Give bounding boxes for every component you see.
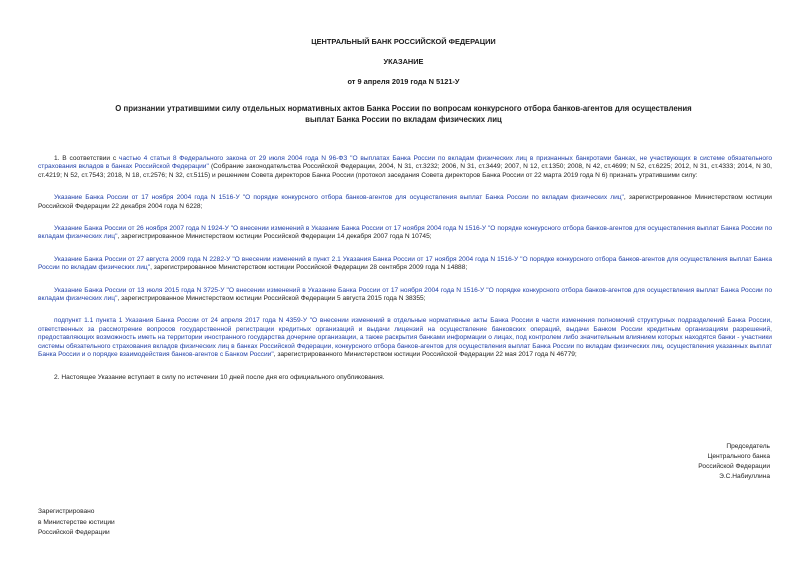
paragraph-2-suffix: , зарегистрированное Министерством юстиции Российской Федерации 22 декабря 2004 года N 6228; [38, 194, 772, 210]
registration-line-2: в Министерстве юстиции [38, 518, 115, 526]
paragraph-7: 2. Настоящее Указание вступает в силу по истечении 10 дней после дня его официального опубликования. [54, 373, 385, 381]
paragraph-4 [38, 256, 772, 273]
document-body [38, 155, 772, 382]
act-link-1924u[interactable]: Указание Банка России от 26 ноября 2007 года N 1924-У "О внесении изменений в Указание Банка России от 17 ноября 2004 года N 1516-У "О порядке конкурсного отбора банков-агентов для осуществления выплат Банка России по вкладам физических лиц" [38, 225, 772, 241]
signature-line-1: Председатель [726, 443, 770, 450]
paragraph-3-suffix: , зарегистрированное Министерством юстиции Российской Федерации 14 декабря 2007 года N 10745; [117, 233, 432, 241]
paragraph-2 [38, 194, 772, 211]
paragraph-1-prefix: 1. В соответствии с [54, 155, 120, 162]
document-date-number: от 9 апреля 2019 года N 5121-У [347, 77, 460, 86]
act-link-1516u[interactable]: Указание Банка России от 17 ноября 2004 года N 1516-У "О порядке конкурсного отбора банков-агентов для осуществления выплат Банка России по вкладам физических лиц" [54, 194, 624, 202]
registration-block [38, 507, 238, 539]
paragraph-1 [38, 155, 772, 180]
law-link[interactable]: частью 4 статьи 8 Федерального закона от 29 июля 2004 года N 96-ФЗ "О выплатах Банка России по вкладам физических лиц в признанных банкротами банках, не участвующих в системе обязательного страхования вкладов в банках Российской Федерации" [38, 155, 772, 171]
paragraph-4-suffix: , зарегистрированное Министерством юстиции Российской Федерации 28 сентября 2009 года N 14888; [150, 264, 468, 272]
paragraph-3 [38, 225, 772, 242]
act-link-2282u[interactable]: Указание Банка России от 27 августа 2009 года N 2282-У "О внесении изменений в пункт 2.1 Указания Банка России от 17 ноября 2004 года N 1516-У "О порядке конкурсного отбора банков-агентов для осуществления выплат Банка России по вкладам физических лиц" [38, 255, 772, 272]
paragraph-6 [38, 317, 772, 359]
issuer-heading: ЦЕНТРАЛЬНЫЙ БАНК РОССИЙСКОЙ ФЕДЕРАЦИИ [311, 37, 496, 46]
registration-line-3: Российской Федерации [38, 529, 110, 536]
signature-line-2: Центрального банка [707, 453, 770, 460]
registration-line-1: Зарегистрировано [38, 508, 95, 515]
paragraph-5-suffix: , зарегистрированное Министерством юстиции Российской Федерации 5 августа 2015 года N 38355; [117, 295, 426, 303]
signature-name: Э.С.Набиуллина [719, 473, 770, 480]
paragraph-6-suffix: , зарегистрированного Министерством юстиции Российской Федерации 22 мая 2017 года N 46779; [273, 351, 577, 359]
paragraph-5 [38, 287, 772, 304]
document-type: УКАЗАНИЕ [383, 57, 424, 66]
act-link-3725u[interactable]: Указание Банка России от 13 июля 2015 года N 3725-У "О внесении изменений в Указание Банка России от 17 ноября 2004 года N 1516-У "О порядке конкурсного отбора банков-агентов для осуществления выплат Банка России по вкладам физических лиц" [38, 286, 772, 303]
signature-line-3: Российской Федерации [698, 463, 770, 470]
act-link-4359u[interactable]: подпункт 1.1 пункта 1 Указания Банка России от 24 апреля 2017 года N 4359-У "О внесении изменений в отдельные нормативные акты Банка России в части изменения полномочий структурных подразделений Банка России, ответственных за рассмотрение вопросов государственной регистрации кредитных организаций и выдачи лицензий на осуществление банковских операций, выдачи Банком России кредитным организациям разрешений, предоставляющих возможность иметь на территории иностранного государства дочерние организации, а также раскрытия банками информации о лицах, под контролем либо значительным влиянием которых находятся банки - участники системы обязательного страхования вкладов физических лиц в банках Российской Федерации, конкурсного отбора банков-агентов для осуществления выплат Банка России по вкладам физических лиц, осуществления указанных выплат Банка России и о порядке взаимодействия банков-агентов с Банком России" [38, 317, 772, 359]
paragraph-1-suffix: (Собрание законодательства Российской Федерации, 2004, N 31, ст.3232; 2006, N 31, ст.3449; 2007, N 12, ст.1350; 2008, N 42, ст.4699; N 52, ст.6225; 2012, N 31, ст.4333; 2014, N 30, ст.4219; N 52, ст.7543; 2018, N 18, ст.2576; N 32, ст.5115) и решением Совета директоров Банка России (протокол заседания Совета директоров Банка России от 22 марта 2019 года N 6) признать утратившими силу: [38, 163, 772, 179]
document-title: О признании утратившими силу отдельных нормативных актов Банка России по вопросам конкурсного отбора банков-агентов для осуществления выплат Банка России по вкладам физических лиц [115, 104, 692, 124]
signature-block [640, 442, 770, 482]
